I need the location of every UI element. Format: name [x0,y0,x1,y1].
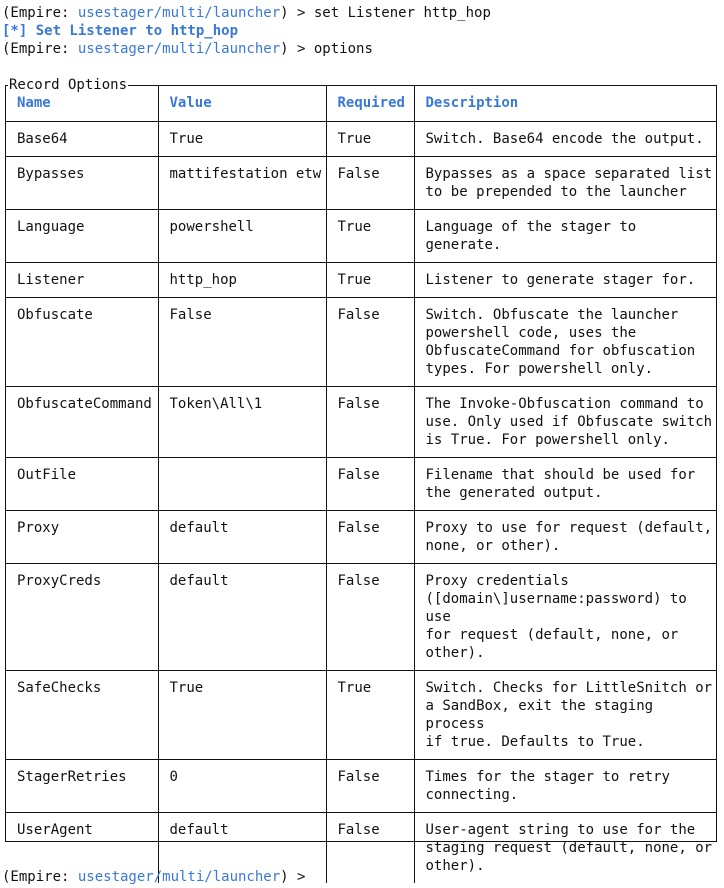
terminal-line-set-listener [2,4,491,22]
table-row [6,263,716,298]
cell-value [158,458,326,511]
cell-description: Switch. Base64 encode the output. [414,122,716,157]
prompt-module: usestager/multi/launcher [77,41,281,57]
table-row [6,122,716,157]
prompt-open: (Empire: [2,41,78,57]
table-row [6,210,716,263]
cell-required: True [326,671,414,760]
cell-name: OutFile [6,458,158,511]
table-title: Record Options [9,77,128,93]
table-row [6,298,716,387]
table-row [6,760,716,813]
cell-name: Base64 [6,122,158,157]
table-row [6,458,716,511]
column-header-required: Required [326,86,414,122]
cell-required: False [326,511,414,564]
cell-name: SafeChecks [6,671,158,760]
table-row [6,387,716,458]
cell-name: StagerRetries [6,760,158,813]
prompt-open: (Empire: [2,5,78,21]
column-header-value: Value [158,86,326,122]
cell-description: The Invoke-Obfuscation command to use. Only used if Obfuscate switch is True. For powershell only. [414,387,716,458]
cell-description: Listener to generate stager for. [414,263,716,298]
cell-required: False [326,760,414,813]
cell-required: False [326,813,414,884]
cell-value: 0 [158,760,326,813]
cell-name: Listener [6,263,158,298]
cell-value: default [158,813,326,884]
cell-name: Proxy [6,511,158,564]
prompt-module: usestager/multi/launcher [77,869,281,885]
cell-name: Obfuscate [6,298,158,387]
command-text: set Listener http_hop [313,5,491,21]
cell-value: http_hop [158,263,326,298]
column-header-name: Name [6,86,158,122]
cell-value: default [158,511,326,564]
cell-required: False [326,157,414,210]
record-options-table [5,85,717,874]
prompt-open: (Empire: [2,869,78,885]
cell-description: Filename that should be used for the generated output. [414,458,716,511]
table-row [6,157,716,210]
cell-name: ProxyCreds [6,564,158,671]
table-row [6,511,716,564]
cell-description: Switch. Obfuscate the launcher powershell code, uses the ObfuscateCommand for obfuscation types. For powershell only. [414,298,716,387]
cell-required: False [326,298,414,387]
prompt-close: ) > [280,41,314,57]
cell-description: Switch. Checks for LittleSnitch or a SandBox, exit the staging process if true. Defaults to True. [414,671,716,760]
cell-description: Proxy to use for request (default, none, or other). [414,511,716,564]
prompt-close: ) > [280,5,314,21]
cell-description: User-agent string to use for the staging request (default, none, or other). [414,813,716,884]
table-row [6,671,716,760]
terminal-response: [*] Set Listener to http_hop [2,23,239,39]
cell-required: False [326,458,414,511]
table-row [6,564,716,671]
cell-value: True [158,122,326,157]
cell-required: True [326,210,414,263]
cell-value: default [158,564,326,671]
command-text: options [313,41,373,57]
cell-description: Bypasses as a space separated list to be prepended to the launcher [414,157,716,210]
cell-required: False [326,564,414,671]
cell-required: False [326,387,414,458]
prompt-module: usestager/multi/launcher [77,5,281,21]
cell-value: Token\All\1 [158,387,326,458]
cell-description: Language of the stager to generate. [414,210,716,263]
terminal-prompt-input[interactable] [2,868,314,886]
cell-description: Proxy credentials ([domain\]username:password) to use for request (default, none, or other). [414,564,716,671]
prompt-close: ) > [280,869,314,885]
cell-name: Bypasses [6,157,158,210]
cell-required: True [326,122,414,157]
cell-value: mattifestation etw [158,157,326,210]
cell-name: ObfuscateCommand [6,387,158,458]
cell-description: Times for the stager to retry connecting. [414,760,716,813]
terminal-line-options [2,40,373,58]
cell-value: True [158,671,326,760]
cell-name: UserAgent [6,813,158,884]
column-header-description: Description [414,86,716,122]
cell-value: False [158,298,326,387]
cell-required: True [326,263,414,298]
cell-name: Language [6,210,158,263]
cell-value: powershell [158,210,326,263]
